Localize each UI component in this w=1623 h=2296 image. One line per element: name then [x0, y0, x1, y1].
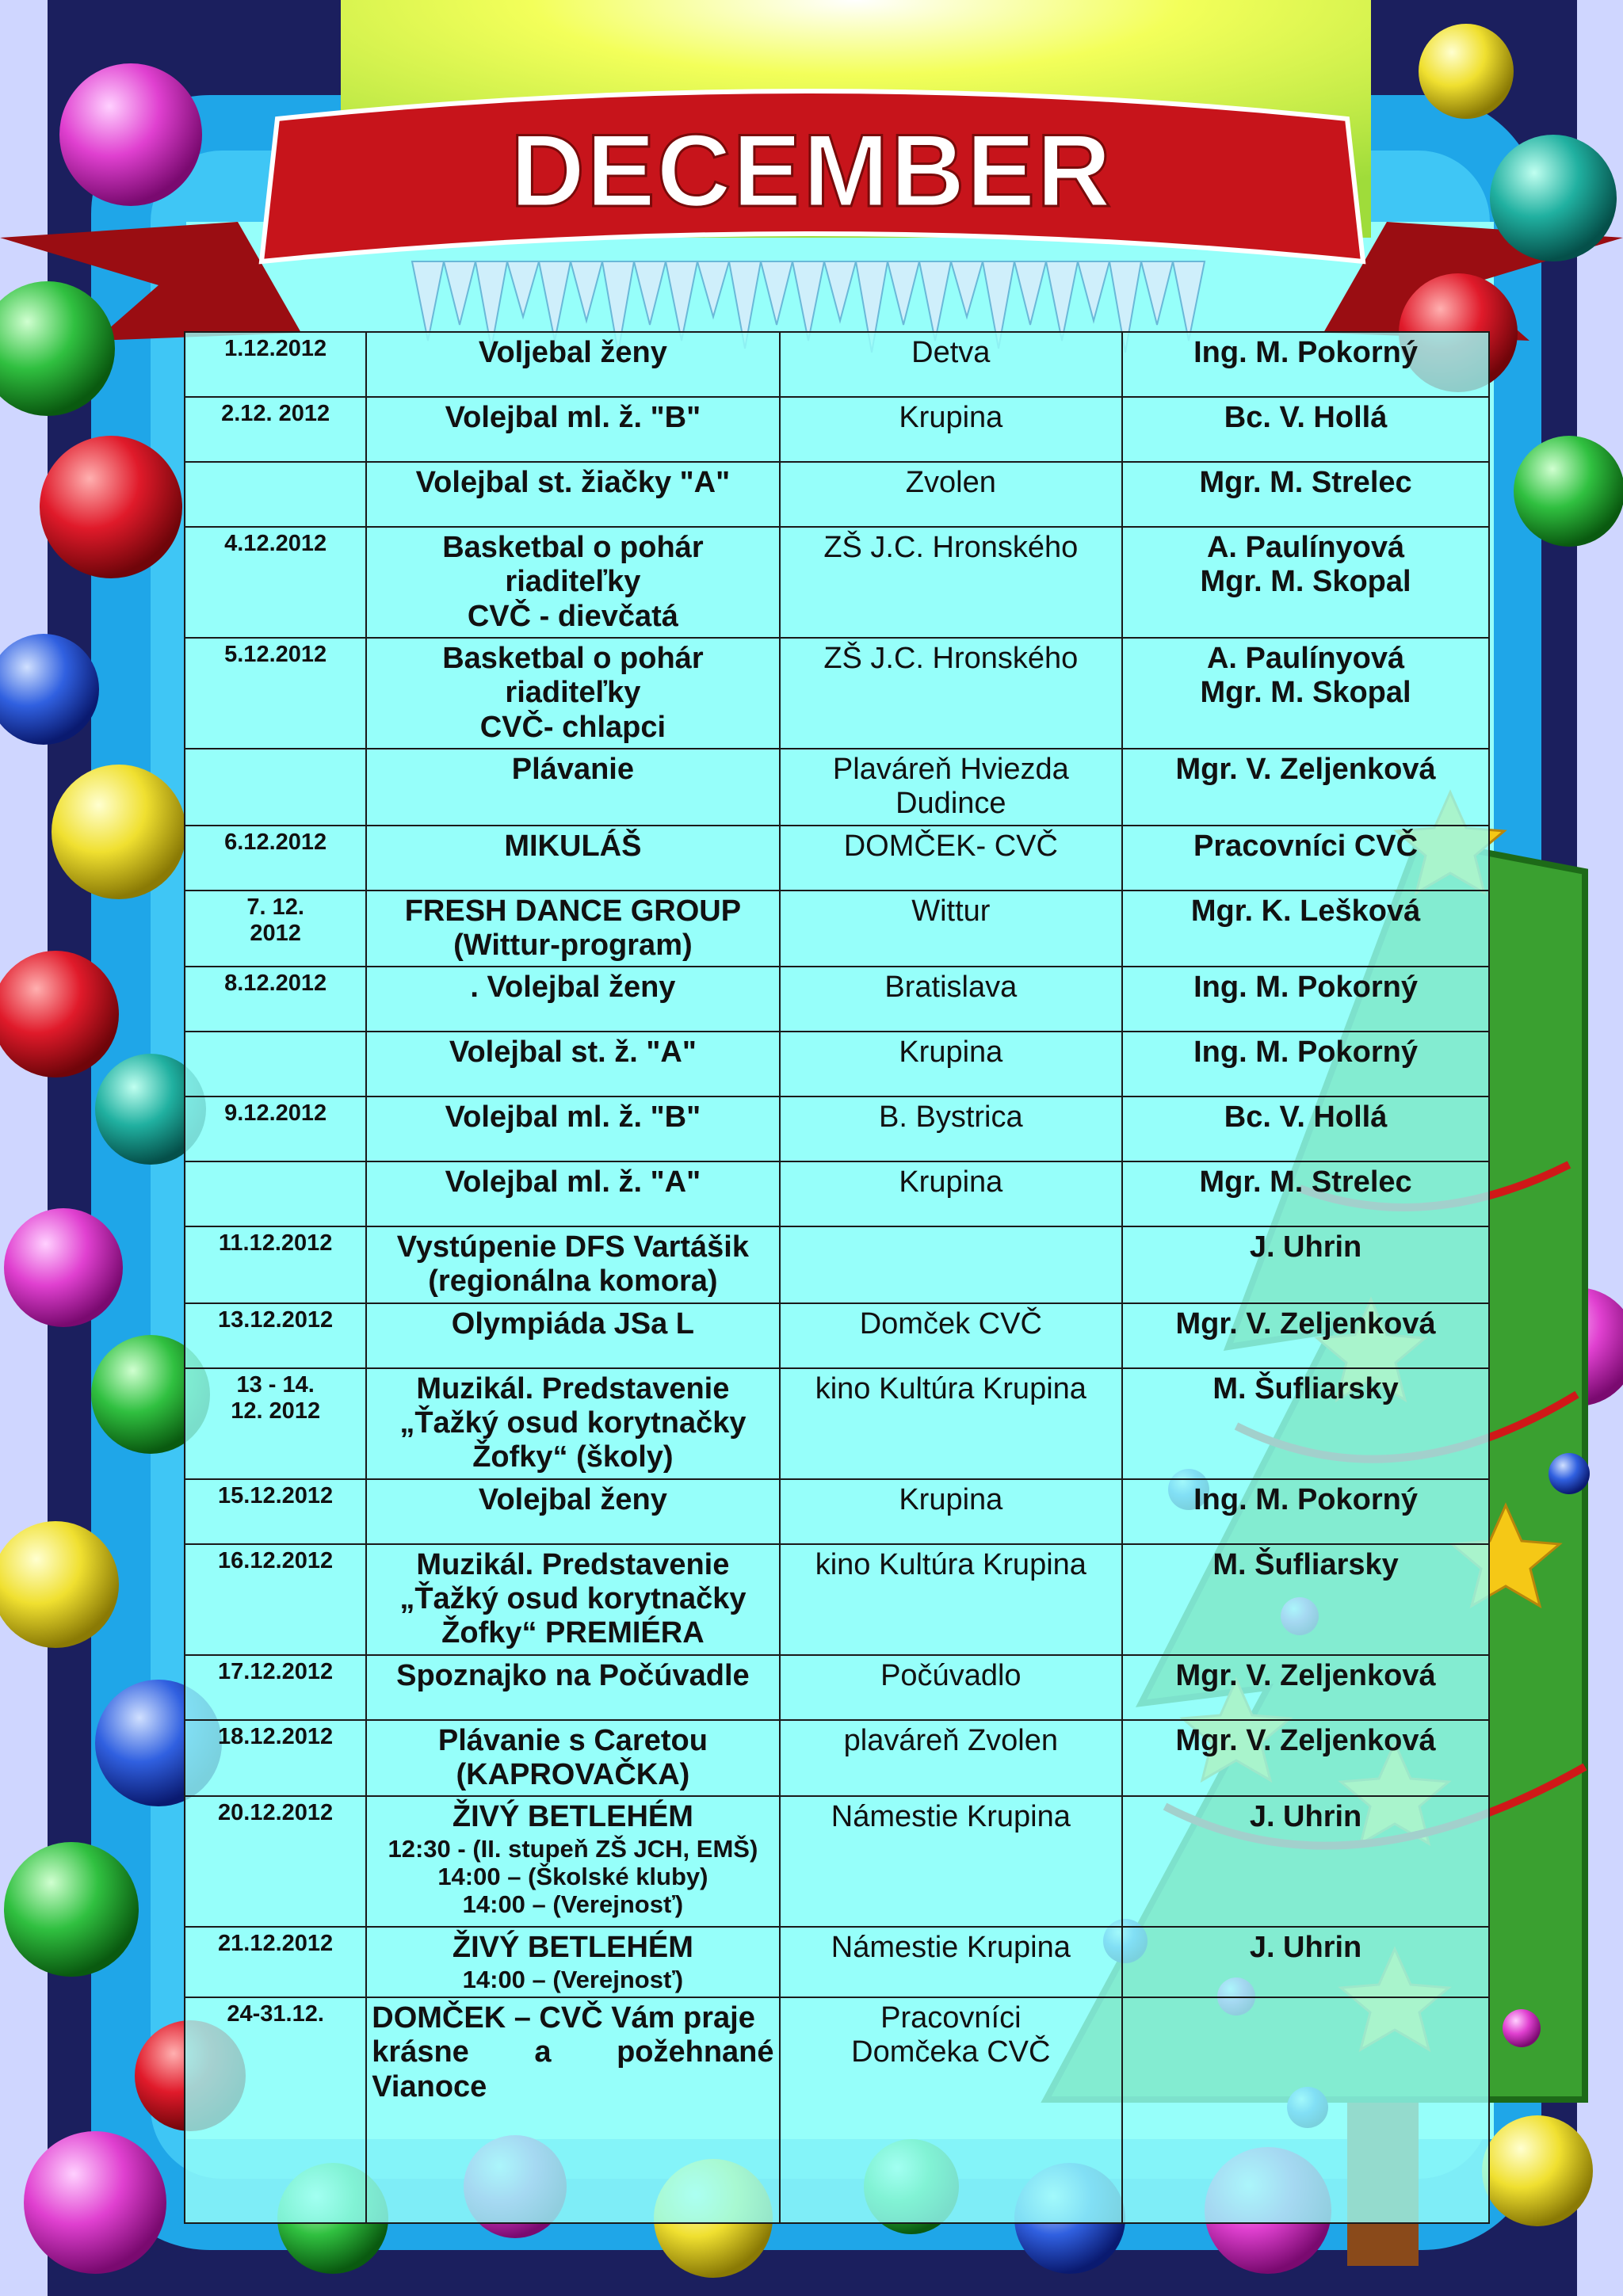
event-cell — [366, 397, 779, 462]
date-cell-line: 1.12.2012 — [224, 336, 327, 361]
date-cell — [185, 1032, 366, 1097]
table-row — [185, 1796, 1489, 1927]
event-cell — [366, 1097, 779, 1161]
place-cell — [780, 967, 1123, 1032]
event-cell — [366, 462, 779, 527]
event-cell — [366, 1368, 779, 1479]
table-row — [185, 1368, 1489, 1479]
date-cell — [185, 1161, 366, 1226]
event-cell — [366, 967, 779, 1032]
date-cell-line: 21.12.2012 — [218, 1931, 334, 1957]
person-cell — [1122, 1161, 1489, 1226]
date-cell — [185, 967, 366, 1032]
event-cell — [366, 1655, 779, 1720]
date-cell — [185, 749, 366, 826]
event-cell-line: MIKULÁŠ — [504, 829, 642, 863]
place-cell-line: Počúvadlo — [880, 1658, 1022, 1692]
place-cell — [780, 638, 1123, 749]
table-row — [185, 1997, 1489, 2223]
table-row — [185, 1161, 1489, 1226]
place-cell — [780, 332, 1123, 397]
place-cell-line: Detva — [911, 336, 991, 369]
person-cell-line: J. Uhrin — [1249, 1800, 1362, 1834]
date-cell — [185, 638, 366, 749]
date-cell-line: 7. 12. — [246, 894, 304, 920]
table-row — [185, 749, 1489, 826]
date-cell — [185, 527, 366, 638]
place-cell — [780, 1479, 1123, 1544]
table-row — [185, 1303, 1489, 1368]
person-cell — [1122, 462, 1489, 527]
table-row — [185, 397, 1489, 462]
person-cell — [1122, 527, 1489, 638]
event-cell — [366, 749, 779, 826]
place-cell — [780, 1796, 1123, 1927]
table-row — [185, 1479, 1489, 1544]
person-cell — [1122, 1226, 1489, 1303]
date-cell-line: 16.12.2012 — [218, 1547, 334, 1573]
person-cell — [1122, 967, 1489, 1032]
place-cell-line: Námestie Krupina — [831, 1800, 1071, 1834]
date-cell — [185, 826, 366, 891]
date-cell-line: 17.12.2012 — [218, 1658, 334, 1684]
place-cell — [780, 1655, 1123, 1720]
event-cell — [366, 1479, 779, 1544]
place-cell — [780, 1720, 1123, 1797]
date-cell-line: 5.12.2012 — [224, 641, 327, 667]
person-cell — [1122, 1720, 1489, 1797]
place-cell — [780, 1997, 1123, 2223]
date-cell-line: 24-31.12. — [227, 2001, 324, 2027]
date-cell-line: 12. 2012 — [231, 1398, 321, 1424]
person-cell-line: Bc. V. Hollá — [1224, 401, 1388, 434]
event-cell-line: Basketbal o pohár riaditeľky — [442, 641, 704, 710]
event-cell-line: CVČ - dievčatá — [467, 599, 678, 633]
place-cell-line: Zvolen — [905, 466, 996, 499]
person-cell-line: Pracovníci CVČ — [1193, 829, 1419, 863]
person-cell — [1122, 1032, 1489, 1097]
person-cell-line: J. Uhrin — [1249, 1931, 1362, 1965]
event-cell-line: Volejbal st. ž. "A" — [449, 1035, 697, 1070]
person-cell — [1122, 1997, 1489, 2223]
place-cell — [780, 527, 1123, 638]
place-cell — [780, 1161, 1123, 1226]
place-cell-line: Domček CVČ — [859, 1306, 1042, 1341]
event-cell-line: „Ťažký osud korytnačky — [399, 1406, 747, 1440]
person-cell-line: Mgr. M. Strelec — [1199, 1165, 1412, 1199]
date-cell-line: 6.12.2012 — [224, 829, 327, 855]
table-row — [185, 527, 1489, 638]
place-cell — [780, 749, 1123, 826]
event-cell — [366, 638, 779, 749]
event-time-line: 14:00 – (Verejnosť) — [462, 1965, 684, 1993]
event-cell-line: Plávanie — [511, 752, 634, 786]
place-cell — [780, 1544, 1123, 1655]
person-cell-line: Ing. M. Pokorný — [1193, 336, 1418, 369]
person-cell-line: Mgr. M. Skopal — [1200, 565, 1411, 599]
place-cell-line: Pracovníci — [880, 2001, 1022, 2035]
date-cell — [185, 332, 366, 397]
table-row — [185, 1720, 1489, 1797]
date-cell — [185, 1997, 366, 2223]
event-cell — [366, 1303, 779, 1368]
place-cell — [780, 1032, 1123, 1097]
event-cell-line: Plávanie s Caretou — [437, 1723, 708, 1757]
person-cell-line: M. Šufliarsky — [1212, 1547, 1399, 1581]
person-cell-line: J. Uhrin — [1249, 1230, 1362, 1264]
place-cell — [780, 462, 1123, 527]
event-cell-line: ŽIVÝ BETLEHÉM — [452, 1931, 693, 1965]
event-cell-line: Volejbal ml. ž. "B" — [445, 401, 701, 434]
event-cell-line: Volejbal ženy — [478, 1482, 667, 1516]
event-cell-line: krásne a požehnané Vianoce — [372, 2035, 774, 2103]
table-row — [185, 1927, 1489, 1997]
person-cell-line: Mgr. K. Lešková — [1190, 894, 1421, 928]
person-cell-line: Mgr. M. Strelec — [1199, 466, 1412, 499]
date-cell — [185, 1097, 366, 1161]
person-cell — [1122, 749, 1489, 826]
place-cell-line: Krupina — [899, 1482, 1003, 1516]
place-cell — [780, 1927, 1123, 1997]
table-row — [185, 967, 1489, 1032]
date-cell — [185, 1226, 366, 1303]
table-row — [185, 826, 1489, 891]
place-cell-line: Domčeka CVČ — [851, 2035, 1051, 2069]
event-cell-line: Spoznajko na Počúvadle — [396, 1658, 750, 1692]
place-cell-line: Námestie Krupina — [831, 1931, 1071, 1965]
place-cell — [780, 1303, 1123, 1368]
event-cell — [366, 1544, 779, 1655]
event-schedule-table — [184, 331, 1490, 2224]
person-cell-line: Mgr. V. Zeljenková — [1175, 1306, 1436, 1341]
place-cell — [780, 397, 1123, 462]
event-cell-line: „Ťažký osud korytnačky — [399, 1582, 747, 1616]
place-cell-line: ZŠ J.C. Hronského — [823, 531, 1079, 564]
date-cell — [185, 1796, 366, 1927]
person-cell-line: Mgr. V. Zeljenková — [1175, 1658, 1436, 1692]
place-cell-line: Wittur — [911, 894, 991, 928]
place-cell-line: kino Kultúra Krupina — [815, 1371, 1086, 1405]
event-cell-line: Žofky“ (školy) — [472, 1440, 674, 1474]
date-cell — [185, 1655, 366, 1720]
table-row — [185, 891, 1489, 967]
person-cell-line: M. Šufliarsky — [1212, 1371, 1399, 1405]
date-cell-line: 20.12.2012 — [218, 1800, 334, 1826]
date-cell — [185, 1303, 366, 1368]
event-cell-line: (KAPROVAČKA) — [456, 1758, 690, 1792]
place-cell-line: Dudince — [896, 787, 1006, 821]
person-cell — [1122, 1479, 1489, 1544]
event-cell-line: FRESH DANCE GROUP — [404, 894, 742, 928]
date-cell-line: 15.12.2012 — [218, 1482, 334, 1508]
person-cell-line: Mgr. M. Skopal — [1200, 676, 1411, 710]
place-cell-line: Krupina — [899, 1165, 1003, 1199]
event-cell — [366, 1161, 779, 1226]
table-row — [185, 1655, 1489, 1720]
person-cell-line: Ing. M. Pokorný — [1193, 971, 1418, 1005]
page-title: DECEMBER — [510, 113, 1113, 228]
date-cell-line: 11.12.2012 — [218, 1230, 333, 1257]
person-cell-line: A. Paulínyová — [1206, 531, 1405, 564]
person-cell — [1122, 1796, 1489, 1927]
date-cell — [185, 1544, 366, 1655]
event-cell — [366, 1720, 779, 1797]
date-cell-line: 2012 — [250, 920, 301, 946]
place-cell-line: plaváreň Zvolen — [843, 1723, 1059, 1757]
person-cell — [1122, 1368, 1489, 1479]
event-cell-line: Muzikál. Predstavenie — [416, 1547, 730, 1581]
place-cell — [780, 1368, 1123, 1479]
date-cell-line: 13.12.2012 — [218, 1306, 334, 1333]
event-cell-line: (Wittur-program) — [453, 928, 693, 962]
place-cell — [780, 826, 1123, 891]
person-cell — [1122, 1927, 1489, 1997]
event-cell-line: ŽIVÝ BETLEHÉM — [452, 1800, 693, 1834]
date-cell — [185, 462, 366, 527]
date-cell — [185, 1720, 366, 1797]
date-cell — [185, 1927, 366, 1997]
person-cell — [1122, 1303, 1489, 1368]
event-cell — [366, 527, 779, 638]
person-cell — [1122, 332, 1489, 397]
event-cell-line: Vystúpenie DFS Vartášik — [396, 1230, 749, 1264]
date-cell-line: 9.12.2012 — [224, 1100, 327, 1127]
place-cell-line: Bratislava — [884, 971, 1018, 1005]
event-cell-line: (regionálna komora) — [428, 1264, 718, 1299]
event-cell-line: Volejbal ml. ž. "A" — [445, 1165, 701, 1199]
event-time-line: 14:00 – (Školské kluby) — [437, 1863, 708, 1891]
place-cell-line: Krupina — [899, 1035, 1003, 1070]
event-time-line: 14:00 – (Verejnosť) — [462, 1890, 684, 1919]
date-cell — [185, 891, 366, 967]
date-cell-line: 13 - 14. — [236, 1371, 315, 1398]
place-cell-line: Krupina — [899, 401, 1003, 434]
person-cell — [1122, 397, 1489, 462]
person-cell-line: Mgr. V. Zeljenková — [1175, 752, 1436, 786]
event-time-line: 12:30 - (II. stupeň ZŠ JCH, EMŠ) — [388, 1834, 758, 1863]
event-cell-line: DOMČEK – CVČ Vám praje — [372, 2001, 755, 2035]
place-cell-line: DOMČEK- CVČ — [843, 829, 1058, 863]
event-cell — [366, 1997, 779, 2223]
place-cell-line: ZŠ J.C. Hronského — [823, 641, 1079, 675]
date-cell-line: 2.12. 2012 — [221, 401, 330, 426]
event-cell-line: Basketbal o pohár riaditeľky — [442, 531, 704, 599]
event-cell-line: Muzikál. Predstavenie — [416, 1371, 730, 1405]
date-cell-line: 18.12.2012 — [218, 1723, 334, 1749]
person-cell-line: Ing. M. Pokorný — [1193, 1035, 1418, 1070]
event-cell-line: CVČ- chlapci — [479, 710, 666, 744]
person-cell-line: Mgr. V. Zeljenková — [1175, 1723, 1436, 1757]
place-cell-line: kino Kultúra Krupina — [815, 1547, 1086, 1581]
person-cell-line: Ing. M. Pokorný — [1193, 1482, 1418, 1516]
person-cell — [1122, 826, 1489, 891]
date-cell-line: 4.12.2012 — [224, 531, 327, 556]
event-cell-line: Volejbal ml. ž. "B" — [445, 1100, 701, 1135]
event-cell — [366, 1032, 779, 1097]
event-cell-line: . Volejbal ženy — [470, 971, 676, 1005]
event-cell — [366, 826, 779, 891]
person-cell — [1122, 891, 1489, 967]
event-cell — [366, 1226, 779, 1303]
person-cell-line: Bc. V. Hollá — [1224, 1100, 1388, 1135]
date-cell — [185, 1479, 366, 1544]
table-row — [185, 332, 1489, 397]
event-cell-line: Voljebal ženy — [478, 336, 667, 369]
date-cell — [185, 397, 366, 462]
table-row — [185, 1226, 1489, 1303]
event-cell-line: Žofky“ PREMIÉRA — [441, 1616, 705, 1650]
table-row — [185, 1032, 1489, 1097]
table-row — [185, 462, 1489, 527]
place-cell-line: Plaváreň Hviezda — [832, 752, 1069, 786]
place-cell-line: B. Bystrica — [879, 1100, 1023, 1135]
place-cell — [780, 1226, 1123, 1303]
table-row — [185, 638, 1489, 749]
event-cell — [366, 1927, 779, 1997]
place-cell — [780, 1097, 1123, 1161]
person-cell — [1122, 1655, 1489, 1720]
event-cell — [366, 332, 779, 397]
person-cell-line: A. Paulínyová — [1206, 641, 1405, 675]
person-cell — [1122, 1544, 1489, 1655]
event-cell-line: Olympiáda JSa L — [451, 1306, 695, 1341]
event-cell — [366, 1796, 779, 1927]
date-cell-line: 8.12.2012 — [224, 971, 327, 997]
event-cell — [366, 891, 779, 967]
table-row — [185, 1544, 1489, 1655]
date-cell — [185, 1368, 366, 1479]
place-cell — [780, 891, 1123, 967]
table-row — [185, 1097, 1489, 1161]
person-cell — [1122, 638, 1489, 749]
person-cell — [1122, 1097, 1489, 1161]
event-cell-line: Volejbal st. žiačky "A" — [415, 466, 731, 499]
